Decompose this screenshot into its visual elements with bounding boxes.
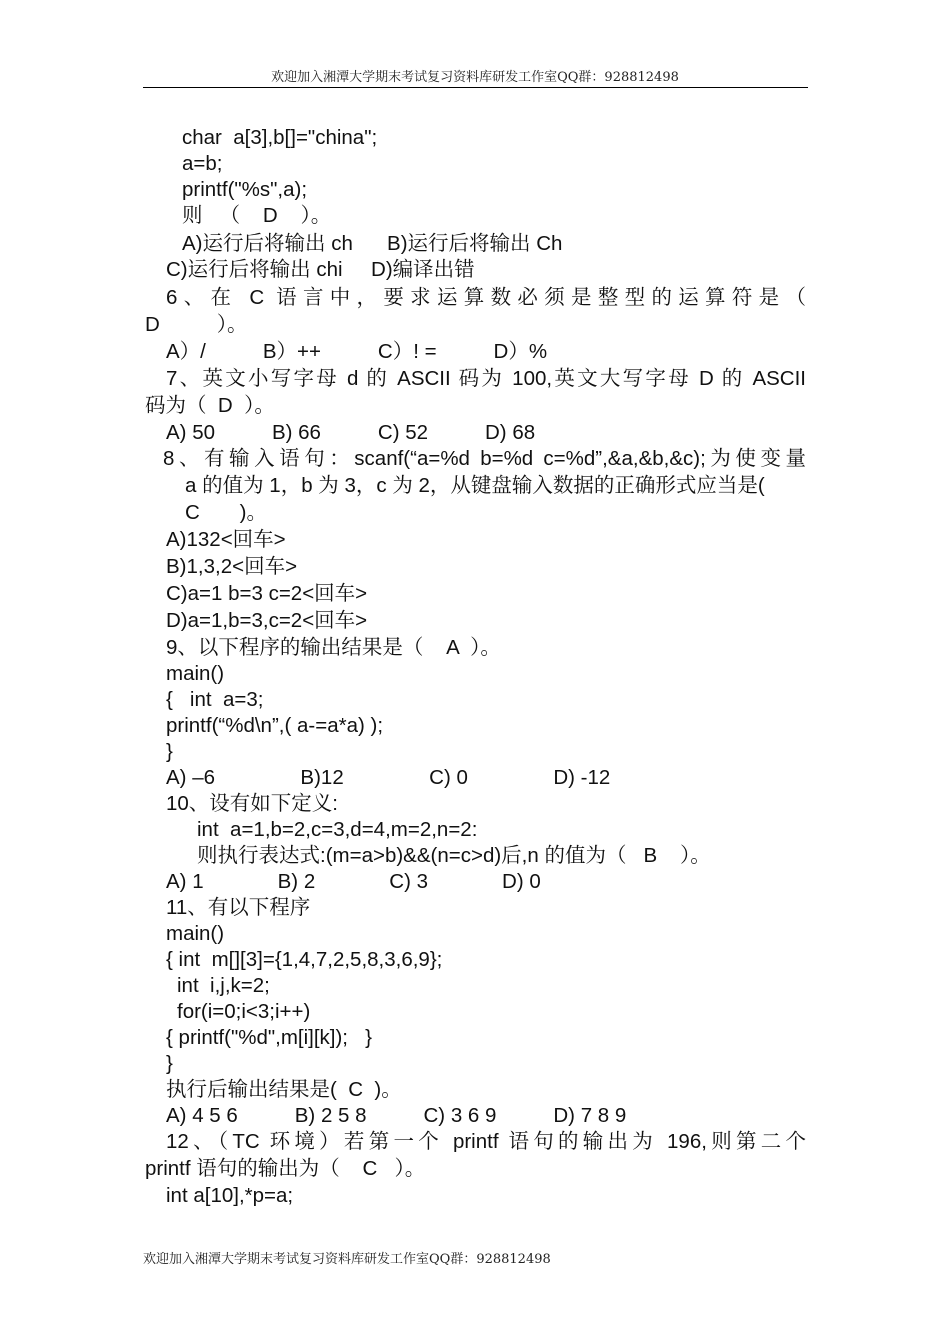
code-line: } (166, 1052, 173, 1075)
question-6-answer: D ）。 (145, 313, 248, 336)
question-8-line: a 的值为 1，b 为 3，c 为 2，从键盘输入数据的正确形式应当是( (185, 474, 765, 497)
code-line: char a[3],b[]="china"; (182, 126, 378, 149)
code-line: printf(“%d\n”,( a-=a*a) ); (166, 714, 384, 737)
code-line: printf("%s",a); (182, 178, 308, 201)
code-line: } (166, 740, 173, 763)
option-line: B)1,3,2<回车> (166, 555, 298, 578)
question-11-line: 执行后输出结果是( C )。 (166, 1078, 402, 1101)
code-line: int a=1,b=2,c=3,d=4,m=2,n=2: (197, 818, 478, 841)
options-line: A）/ B）++ C）! = D）% (166, 340, 548, 363)
code-line: main() (166, 662, 225, 685)
options-line: A) 1 B) 2 C) 3 D) 0 (166, 870, 541, 893)
options-line: A)运行后将输出 ch B)运行后将输出 Ch (182, 232, 563, 255)
options-line: A) 50 B) 66 C) 52 D) 68 (166, 421, 536, 444)
question-7: 7、英文小写字母 d 的 ASCII 码为 100,英文大写字母 D 的 ASCII (166, 367, 806, 390)
option-line: A)132<回车> (166, 528, 286, 551)
options-line: C)运行后将输出 chi D)编译出错 (166, 258, 475, 281)
question-12-line: printf 语句的输出为（ C ）。 (145, 1157, 426, 1180)
code-line: for(i=0;i<3;i++) (177, 1000, 311, 1023)
page-footer: 欢迎加入湘潭大学期末考试复习资料库研发工作室QQ群：928812498 (143, 1252, 551, 1267)
code-line: { int a=3; (166, 688, 264, 711)
code-line: main() (166, 922, 225, 945)
code-line: { printf("%d",m[i][k]); } (166, 1026, 372, 1049)
question-8: 8、有输入语句：scanf(“a=%d b=%d c=%d”,&a,&b,&c);为使变量 (163, 447, 806, 470)
answer-line: 则 （ D ）。 (182, 204, 332, 227)
question-8-answer: C )。 (185, 501, 267, 524)
question-12: 12、（TC 环境）若第一个 printf 语句的输出为 196,则第二个 (166, 1130, 806, 1153)
option-line: C)a=1 b=3 c=2<回车> (166, 582, 368, 605)
page-header: 欢迎加入湘潭大学期末考试复习资料库研发工作室QQ群：928812498 (271, 70, 679, 85)
question-9: 9、以下程序的输出结果是（ A ）。 (166, 636, 501, 659)
header-rule (143, 87, 808, 88)
code-line: a=b; (182, 152, 223, 175)
question-10: 10、设有如下定义: (166, 792, 338, 815)
question-6: 6、在 C 语言中，要求运算数必须是整型的运算符是（ (166, 286, 806, 309)
question-7-answer: 码为（ D ）。 (145, 394, 275, 417)
options-line: A) 4 5 6 B) 2 5 8 C) 3 6 9 D) 7 8 9 (166, 1104, 627, 1127)
options-line: A) –6 B)12 C) 0 D) -12 (166, 766, 611, 789)
question-10-line: 则执行表达式:(m=a>b)&&(n=c>d)后,n 的值为（ B ）。 (197, 844, 711, 867)
code-line: int i,j,k=2; (177, 974, 270, 997)
option-line: D)a=1,b=3,c=2<回车> (166, 609, 368, 632)
question-11: 11、有以下程序 (166, 896, 311, 919)
code-line: { int m[][3]={1,4,7,2,5,8,3,6,9}; (166, 948, 443, 971)
code-line: int a[10],*p=a; (166, 1184, 294, 1207)
